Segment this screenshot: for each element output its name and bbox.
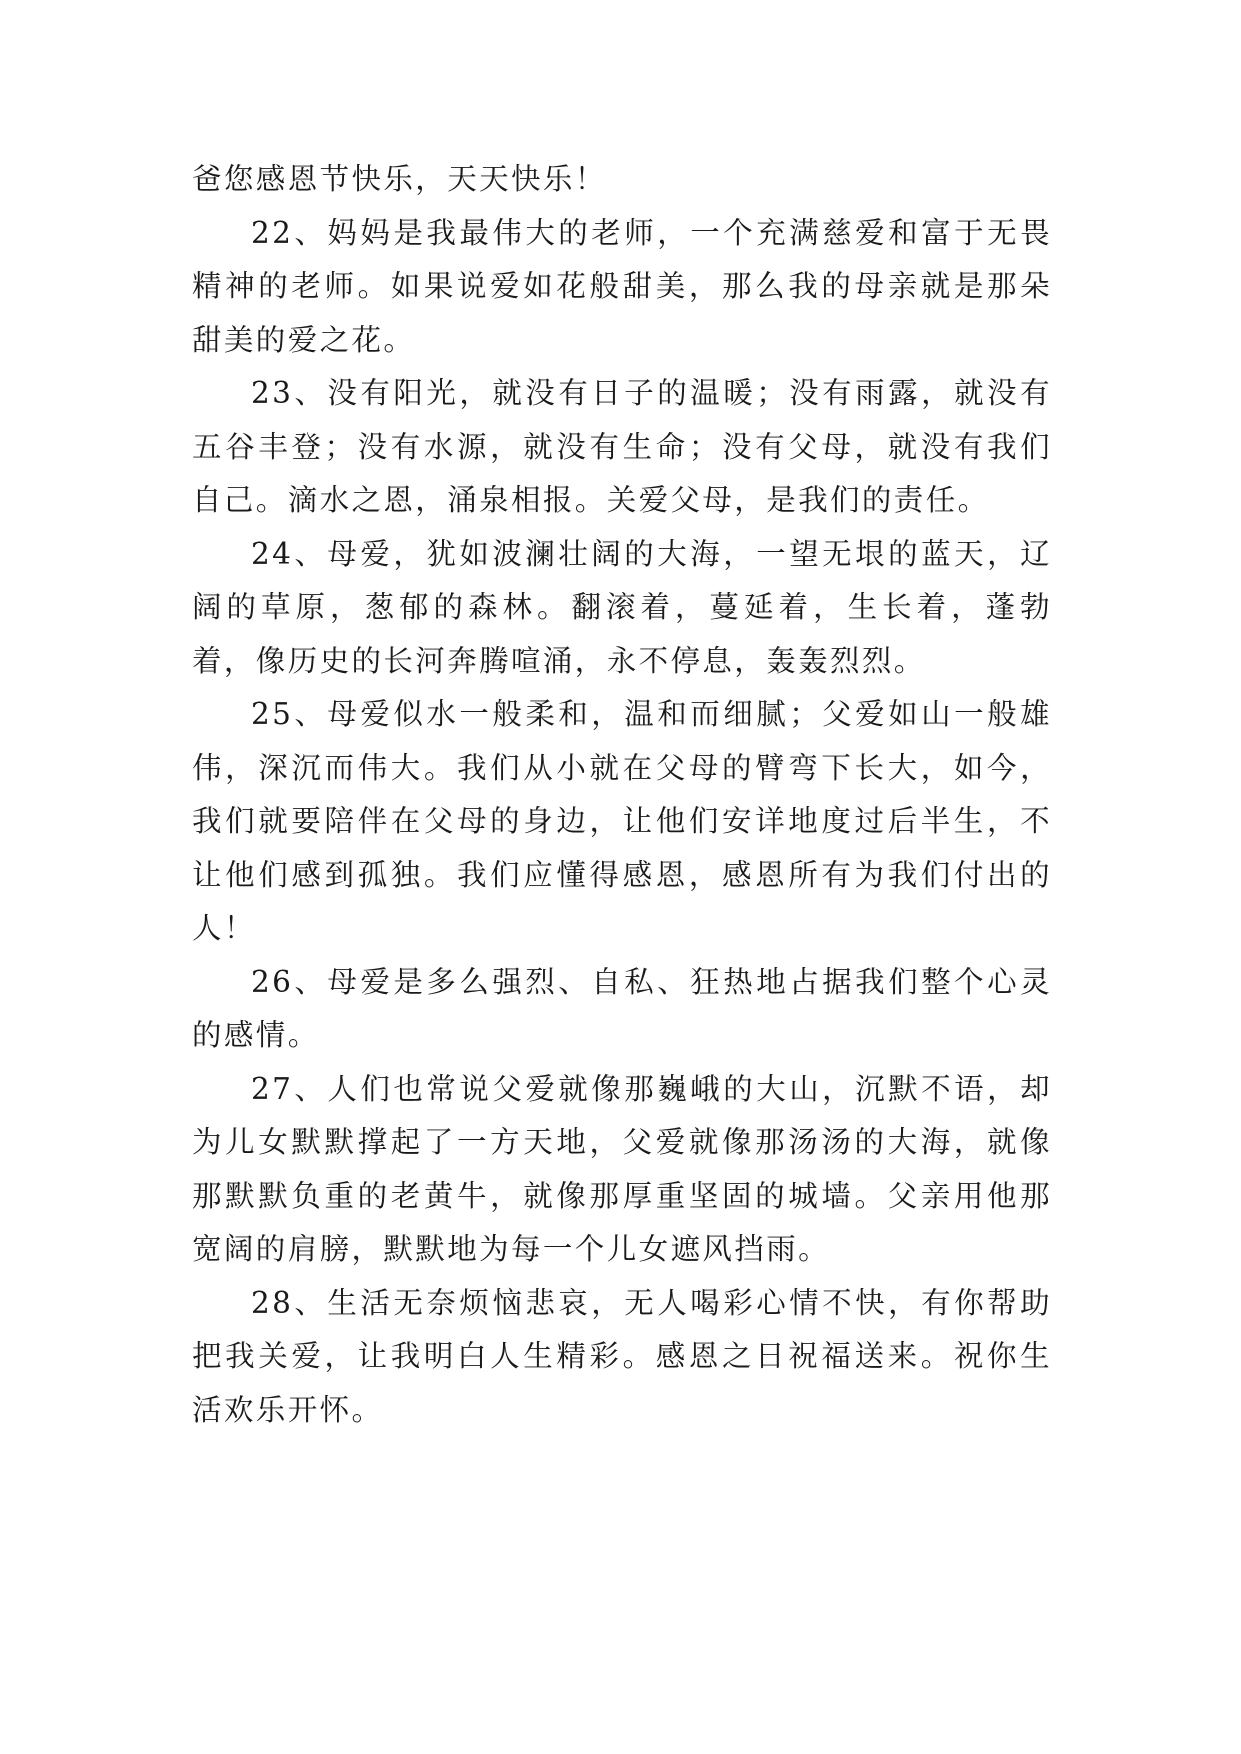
paragraph-27: 27、人们也常说父爱就像那巍峨的大山，沉默不语，却为儿女默默撑起了一方天地，父爱就像那汤汤的大海，就像那默默负重的老黄牛，就像那厚重坚固的城墙。父亲用他那宽阔的肩膀，默默地为每一个儿女遮风挡雨。	[192, 1071, 1052, 1266]
paragraph-22: 22、妈妈是我最伟大的老师，一个充满慈爱和富于无畏精神的老师。如果说爱如花般甜美，那么我的母亲就是那朵甜美的爱之花。	[192, 215, 1052, 357]
paragraph-26: 26、母爱是多么强烈、自私、狂热地占据我们整个心灵的感情。	[192, 964, 1052, 1052]
paragraph-23: 23、没有阳光，就没有日子的温暖；没有雨露，就没有五谷丰登；没有水源，就没有生命；没有父母，就没有我们自己。滴水之恩，涌泉相报。关爱父母，是我们的责任。	[192, 376, 1052, 517]
paragraph-28: 28、生活无奈烦恼悲哀，无人喝彩心情不快，有你帮助把我关爱，让我明白人生精彩。感恩之日祝福送来。祝你生活欢乐开怀。	[192, 1285, 1052, 1427]
paragraph-24: 24、母爱，犹如波澜壮阔的大海，一望无垠的蓝天，辽阔的草原，葱郁的森林。翻滚着，蔓延着，生长着，蓬勃着，像历史的长河奔腾喧涌，永不停息，轰轰烈烈。	[192, 536, 1052, 678]
document-body	[192, 153, 1052, 1437]
paragraph-continued: 爸您感恩节快乐，天天快乐！	[192, 162, 607, 196]
paragraph-25: 25、母爱似水一般柔和，温和而细腻；父爱如山一般雄伟，深沉而伟大。我们从小就在父母的臂弯下长大，如今，我们就要陪伴在父母的身边，让他们安详地度过后半生，不让他们感到孤独。我们应懂得感恩，感恩所有为我们付出的人！	[192, 697, 1052, 945]
